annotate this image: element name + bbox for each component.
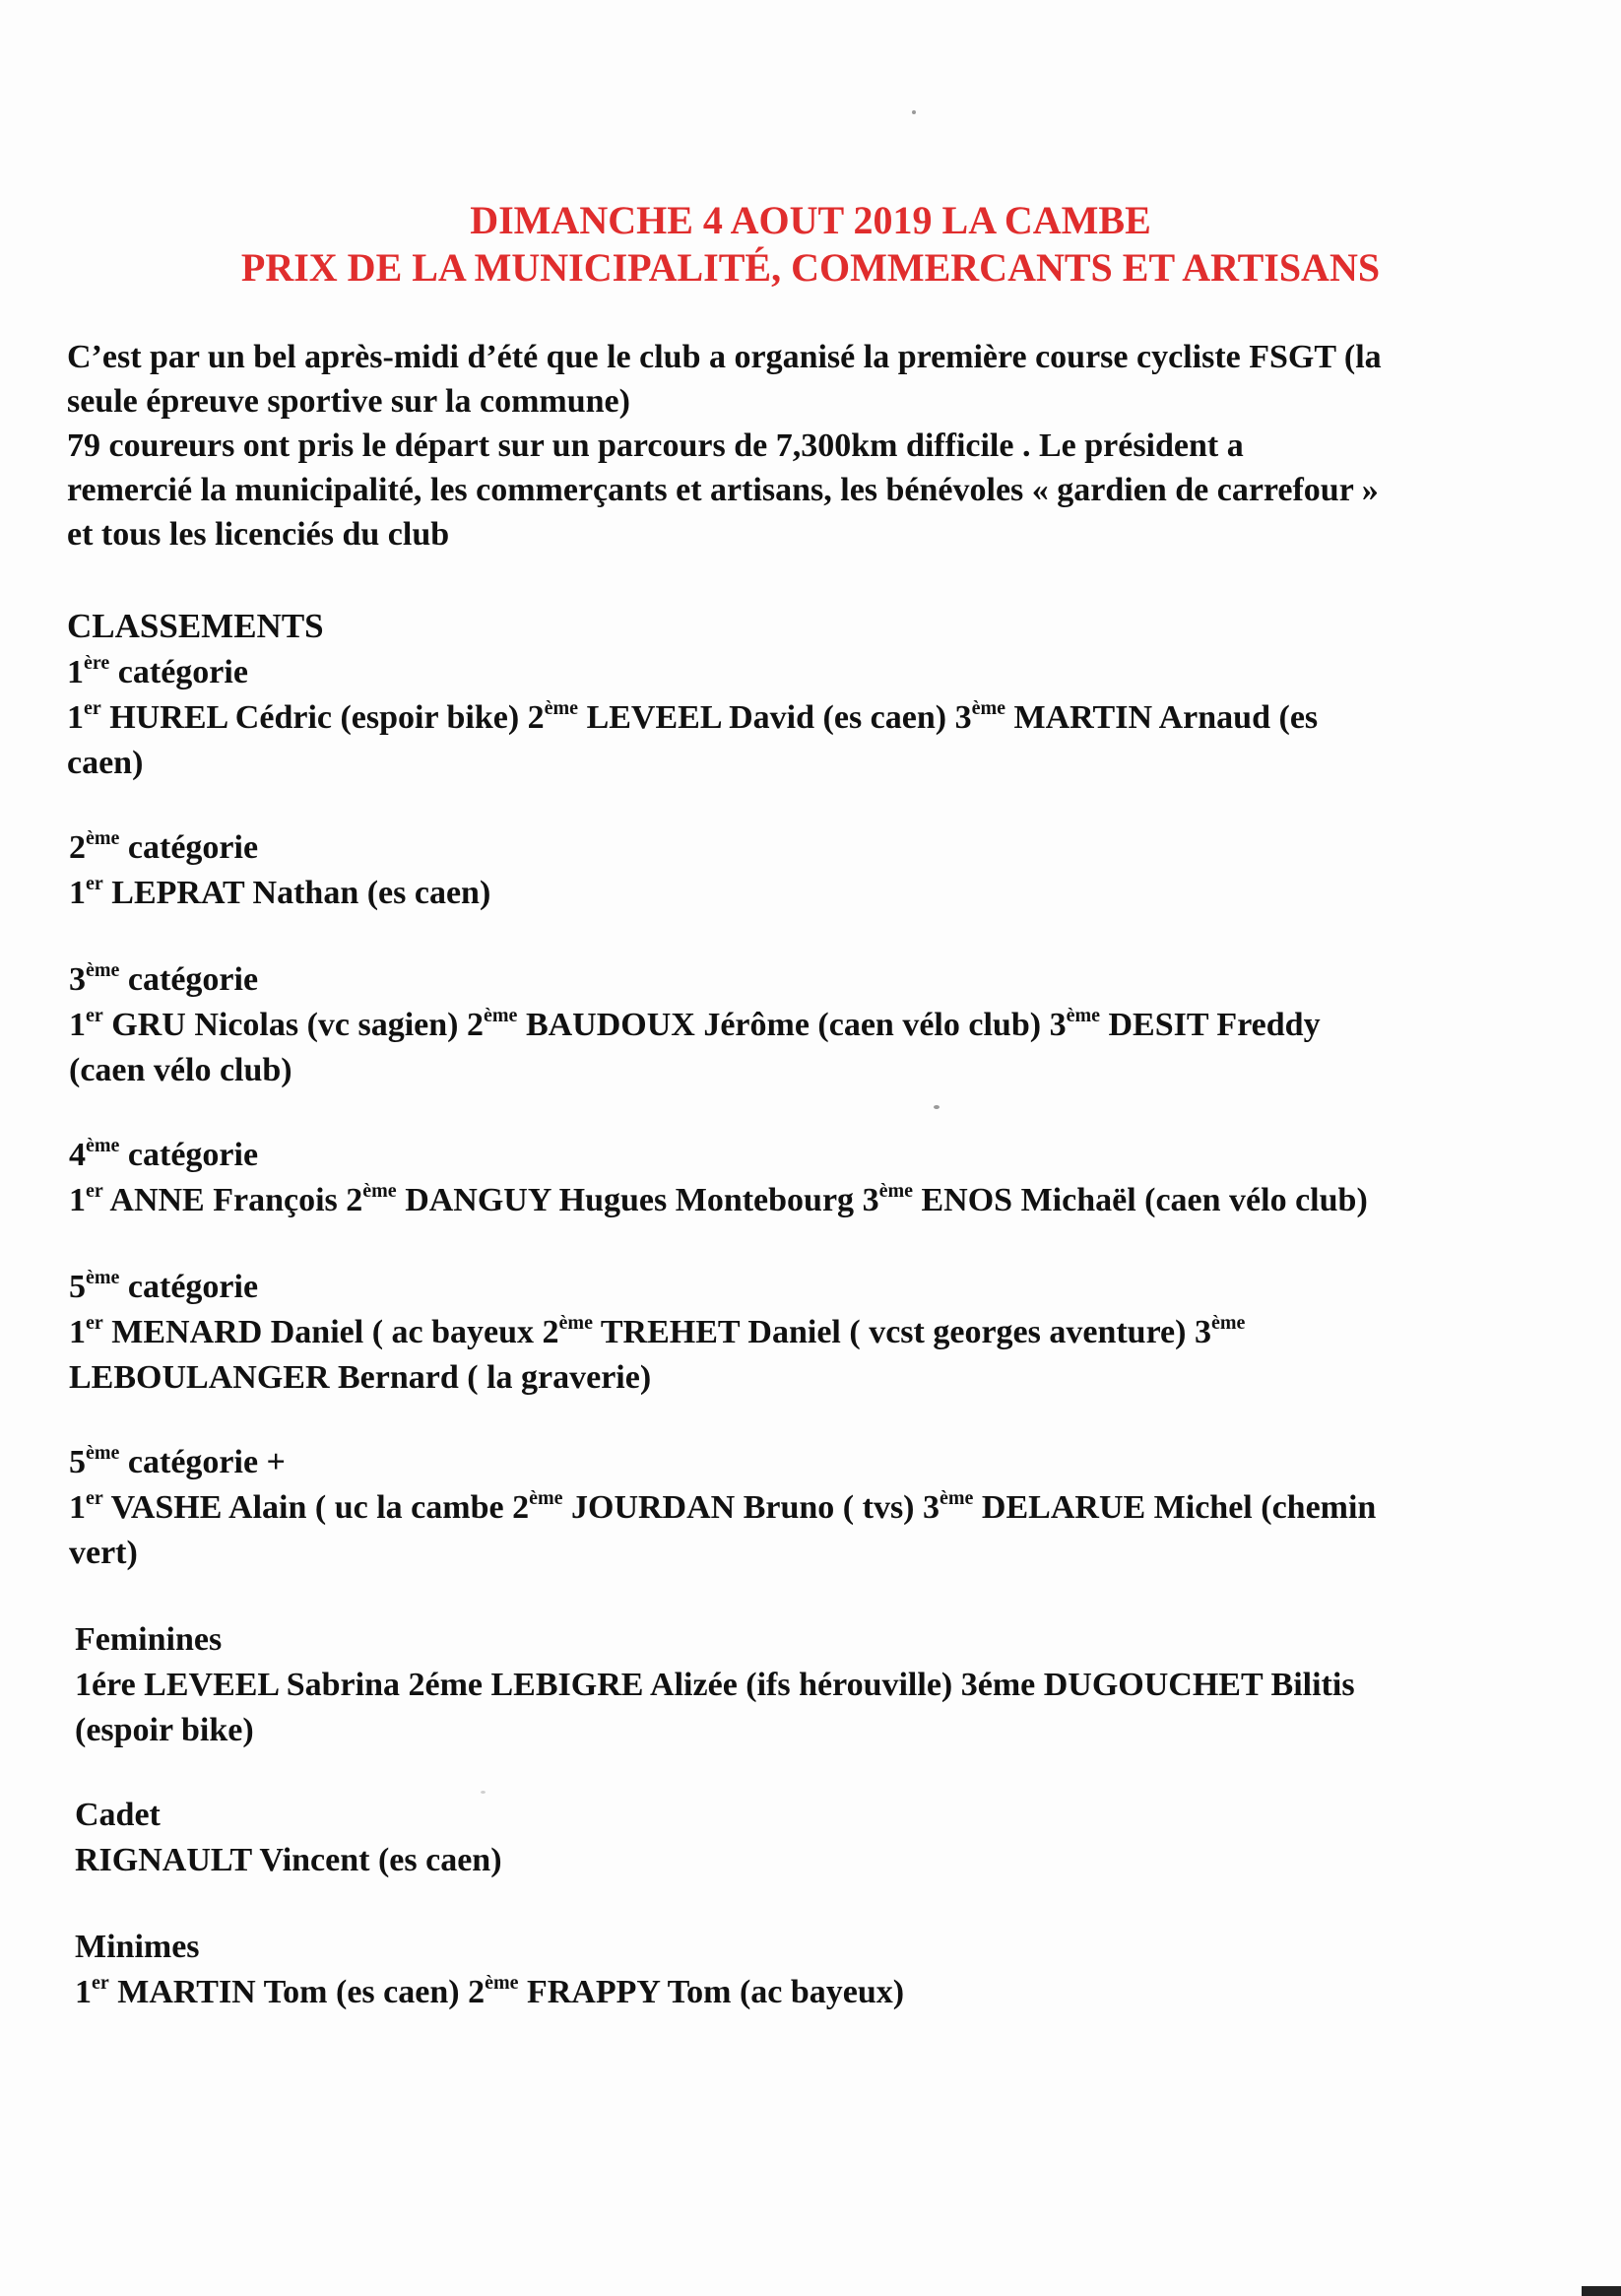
intro-paragraph bbox=[67, 335, 1589, 557]
category-title: 5ème catégorie + bbox=[69, 1441, 286, 1480]
result-line-continued: caen) bbox=[67, 745, 144, 781]
classements-heading: CLASSEMENTS bbox=[67, 607, 324, 645]
result-line: 1er MENARD Daniel ( ac bayeux 2ème TREHET Daniel ( vcst georges aventure) 3ème bbox=[69, 1311, 1246, 1350]
scan-speck bbox=[912, 110, 916, 114]
title-prize: PRIX DE LA MUNICIPALITÉ, COMMERCANTS ET ARTISANS bbox=[240, 245, 1381, 290]
category-cadet bbox=[75, 1793, 1591, 1883]
result-line-continued: vert) bbox=[69, 1535, 138, 1571]
category-4 bbox=[69, 1133, 1586, 1223]
result-line: 1ére LEVEEL Sabrina 2éme LEBIGRE Alizée (ifs hérouville) 3éme DUGOUCHET Bilitis bbox=[75, 1667, 1355, 1703]
scan-edge-mark bbox=[1582, 2286, 1621, 2296]
result-line-continued: LEBOULANGER Bernard ( la graverie) bbox=[69, 1359, 652, 1396]
category-1 bbox=[67, 650, 1584, 786]
category-3 bbox=[69, 957, 1586, 1093]
category-title: 2ème catégorie bbox=[69, 826, 259, 866]
intro-line: C’est par un bel après-midi d’été que le club a organisé la première course cycliste FSGT (la bbox=[67, 339, 1382, 375]
result-line: RIGNAULT Vincent (es caen) bbox=[75, 1842, 502, 1878]
category-title: Feminines bbox=[75, 1621, 223, 1658]
result-line-continued: (espoir bike) bbox=[75, 1712, 254, 1748]
intro-line: et tous les licenciés du club bbox=[67, 516, 450, 553]
result-line: 1er VASHE Alain ( uc la cambe 2ème JOURDAN Bruno ( tvs) 3ème DELARUE Michel (chemin bbox=[69, 1486, 1377, 1526]
category-2 bbox=[69, 825, 1586, 916]
category-5-plus bbox=[69, 1440, 1586, 1576]
result-line: 1er GRU Nicolas (vc sagien) 2ème BAUDOUX Jérôme (caen vélo club) 3ème DESIT Freddy bbox=[69, 1004, 1321, 1043]
category-title: Minimes bbox=[75, 1929, 200, 1965]
result-line: 1er HUREL Cédric (espoir bike) 2ème LEVEEL David (es caen) 3ème MARTIN Arnaud (es bbox=[67, 696, 1319, 736]
intro-line: remercié la municipalité, les commerçants et artisans, les bénévoles « gardien de carrefour » bbox=[67, 472, 1379, 508]
result-line: 1er LEPRAT Nathan (es caen) bbox=[69, 872, 491, 911]
scan-speck bbox=[934, 1105, 940, 1109]
category-title: 1ère catégorie bbox=[67, 651, 248, 690]
category-feminines bbox=[75, 1617, 1591, 1753]
title-date-location: DIMANCHE 4 AOUT 2019 LA CAMBE bbox=[470, 198, 1151, 242]
category-title: 4ème catégorie bbox=[69, 1134, 259, 1173]
category-5 bbox=[69, 1265, 1586, 1401]
category-title: 5ème catégorie bbox=[69, 1266, 259, 1305]
result-line: 1er ANNE François 2ème DANGUY Hugues Montebourg 3ème ENOS Michaël (caen vélo club) bbox=[69, 1179, 1368, 1218]
scan-speck bbox=[481, 1791, 486, 1794]
intro-line: seule épreuve sportive sur la commune) bbox=[67, 383, 630, 420]
result-line-continued: (caen vélo club) bbox=[69, 1052, 292, 1088]
category-minimes bbox=[75, 1925, 1591, 2015]
category-title: 3ème catégorie bbox=[69, 958, 259, 998]
result-line: 1er MARTIN Tom (es caen) 2ème FRAPPY Tom (ac bayeux) bbox=[75, 1971, 905, 2010]
category-title: Cadet bbox=[75, 1797, 161, 1833]
intro-line: 79 coureurs ont pris le départ sur un parcours de 7,300km difficile . Le président a bbox=[67, 427, 1244, 464]
